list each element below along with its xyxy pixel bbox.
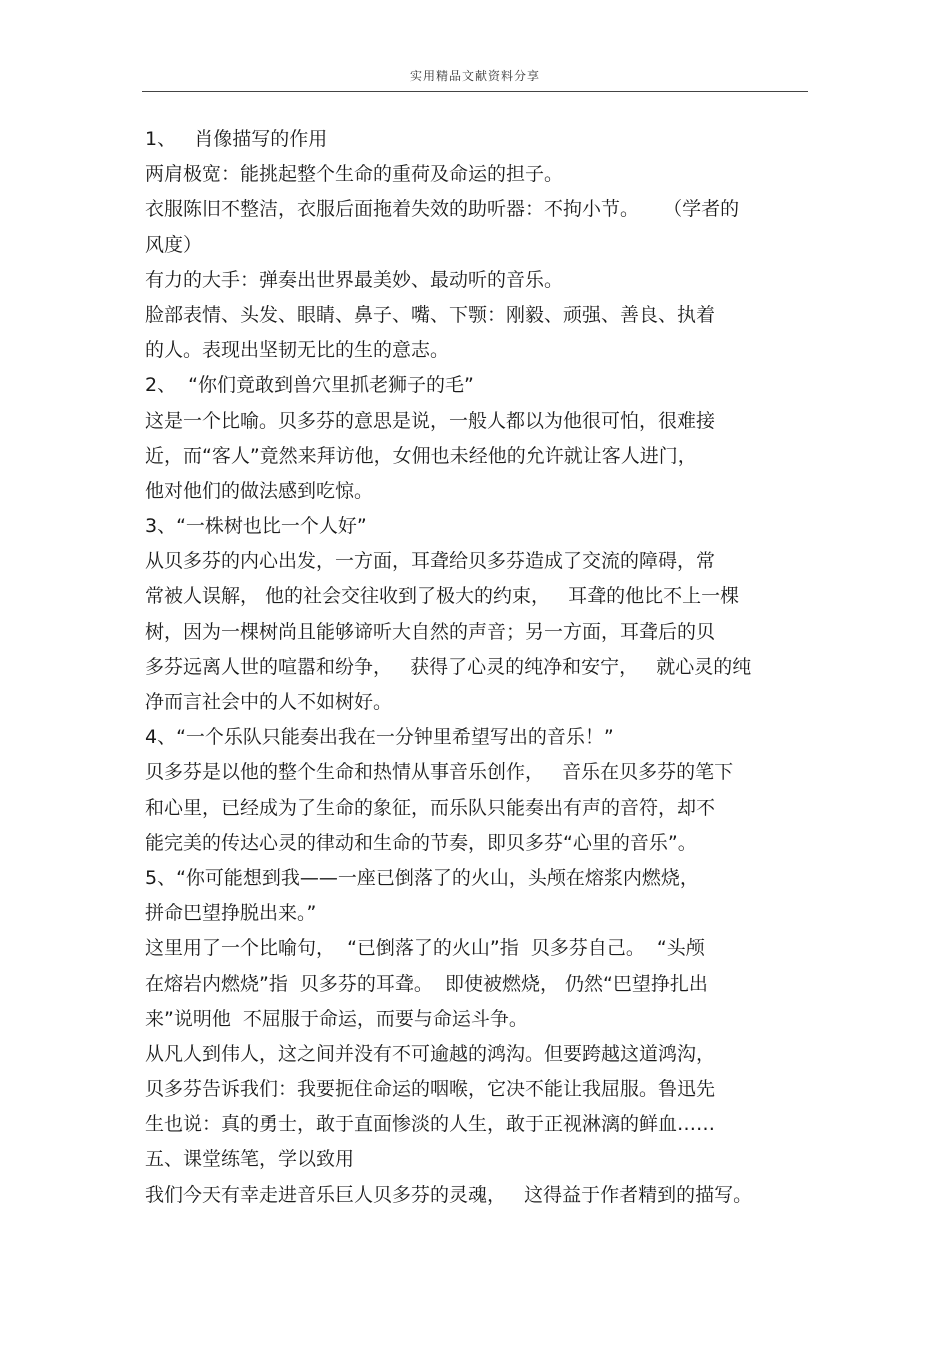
text-line: 近，而“客人”竟然来拜访他，女佣也未经他的允许就让客人进门， bbox=[145, 444, 697, 467]
text-line: 从贝多芬的内心出发，一方面，耳聋给贝多芬造成了交流的障碍，常 bbox=[145, 550, 716, 573]
text-line: 衣服陈旧不整洁，衣服后面拖着失效的助听器：不拘小节。 （学者的 bbox=[145, 198, 740, 221]
text-line: 的人。表现出坚韧无比的生的意志。 bbox=[145, 339, 450, 362]
text-line: 有力的大手：弹奏出世界最美妙、最动听的音乐。 bbox=[145, 268, 564, 291]
text-line: 贝多芬告诉我们：我要扼住命运的咽喉，它决不能让我屈服。鲁迅先 bbox=[145, 1078, 716, 1101]
text-line: 我们今天有幸走进音乐巨人贝多芬的灵魂， 这得益于作者精到的描写。 bbox=[145, 1183, 753, 1206]
text-line: 脸部表情、头发、眼睛、鼻子、嘴、下颚：刚毅、顽强、善良、执着 bbox=[145, 303, 716, 326]
text-line: 能完美的传达心灵的律动和生命的节奏，即贝多芬“心里的音乐”。 bbox=[145, 831, 697, 854]
text-line: 净而言社会中的人不如树好。 bbox=[145, 691, 393, 713]
text-line: 在熔岩内燃烧”指 贝多芬的耳聋。 即使被燃烧， 仍然“巴望挣扎出 bbox=[145, 972, 708, 995]
text-line: 4、“一个乐队只能奏出我在一分钟里希望写出的音乐！” bbox=[145, 726, 614, 749]
text-line: 3、“一株树也比一个人好” bbox=[145, 515, 367, 538]
text-line: 从凡人到伟人，这之间并没有不可逾越的鸿沟。但要跨越这道鸿沟， bbox=[145, 1042, 716, 1065]
text-line: 风度） bbox=[145, 233, 203, 256]
text-line: 和心里，已经成为了生命的象征，而乐队只能奏出有声的音符，却不 bbox=[145, 796, 716, 819]
text-line: 两肩极宽：能挑起整个生命的重荷及命运的担子。 bbox=[145, 163, 564, 186]
text-line: 这里用了一个比喻句， “已倒落了的火山”指 贝多芬自己。 “头颅 bbox=[145, 937, 705, 960]
text-line: 五、课堂练笔，学以致用 bbox=[145, 1148, 355, 1171]
header-divider bbox=[142, 91, 808, 92]
text-line: 生也说：真的勇士，敢于直面惨淡的人生，敢于正视淋漓的鲜血…… bbox=[145, 1113, 716, 1136]
text-line: 贝多芬是以他的整个生命和热情从事音乐创作， 音乐在贝多芬的笔下 bbox=[145, 761, 734, 784]
text-line: 他对他们的做法感到吃惊。 bbox=[145, 479, 374, 502]
text-line: 树，因为一棵树尚且能够谛听大自然的声音；另一方面，耳聋后的贝 bbox=[145, 620, 716, 643]
document-body bbox=[145, 122, 815, 1213]
text-line: 1、 肖像描写的作用 bbox=[145, 128, 328, 150]
text-line: 常被人误解， 他的社会交往收到了极大的约束， 耳聋的他比不上一棵 bbox=[145, 585, 740, 608]
text-line: 2、 “你们竟敢到兽穴里抓老狮子的毛” bbox=[145, 374, 474, 397]
text-line: 拼命巴望挣脱出来。” bbox=[145, 902, 317, 925]
text-line: 来”说明他 不屈服于命运，而要与命运斗争。 bbox=[145, 1007, 528, 1030]
text-line: 5、“你可能想到我——一座已倒落了的火山，头颅在熔浆内燃烧， bbox=[145, 866, 699, 889]
page-header: 实用精品文献资料分享 bbox=[409, 69, 540, 83]
text-line: 多芬远离人世的喧嚣和纷争， 获得了心灵的纯净和安宁， 就心灵的纯 bbox=[145, 655, 752, 678]
text-line: 这是一个比喻。贝多芬的意思是说，一般人都以为他很可怕，很难接 bbox=[145, 409, 716, 432]
